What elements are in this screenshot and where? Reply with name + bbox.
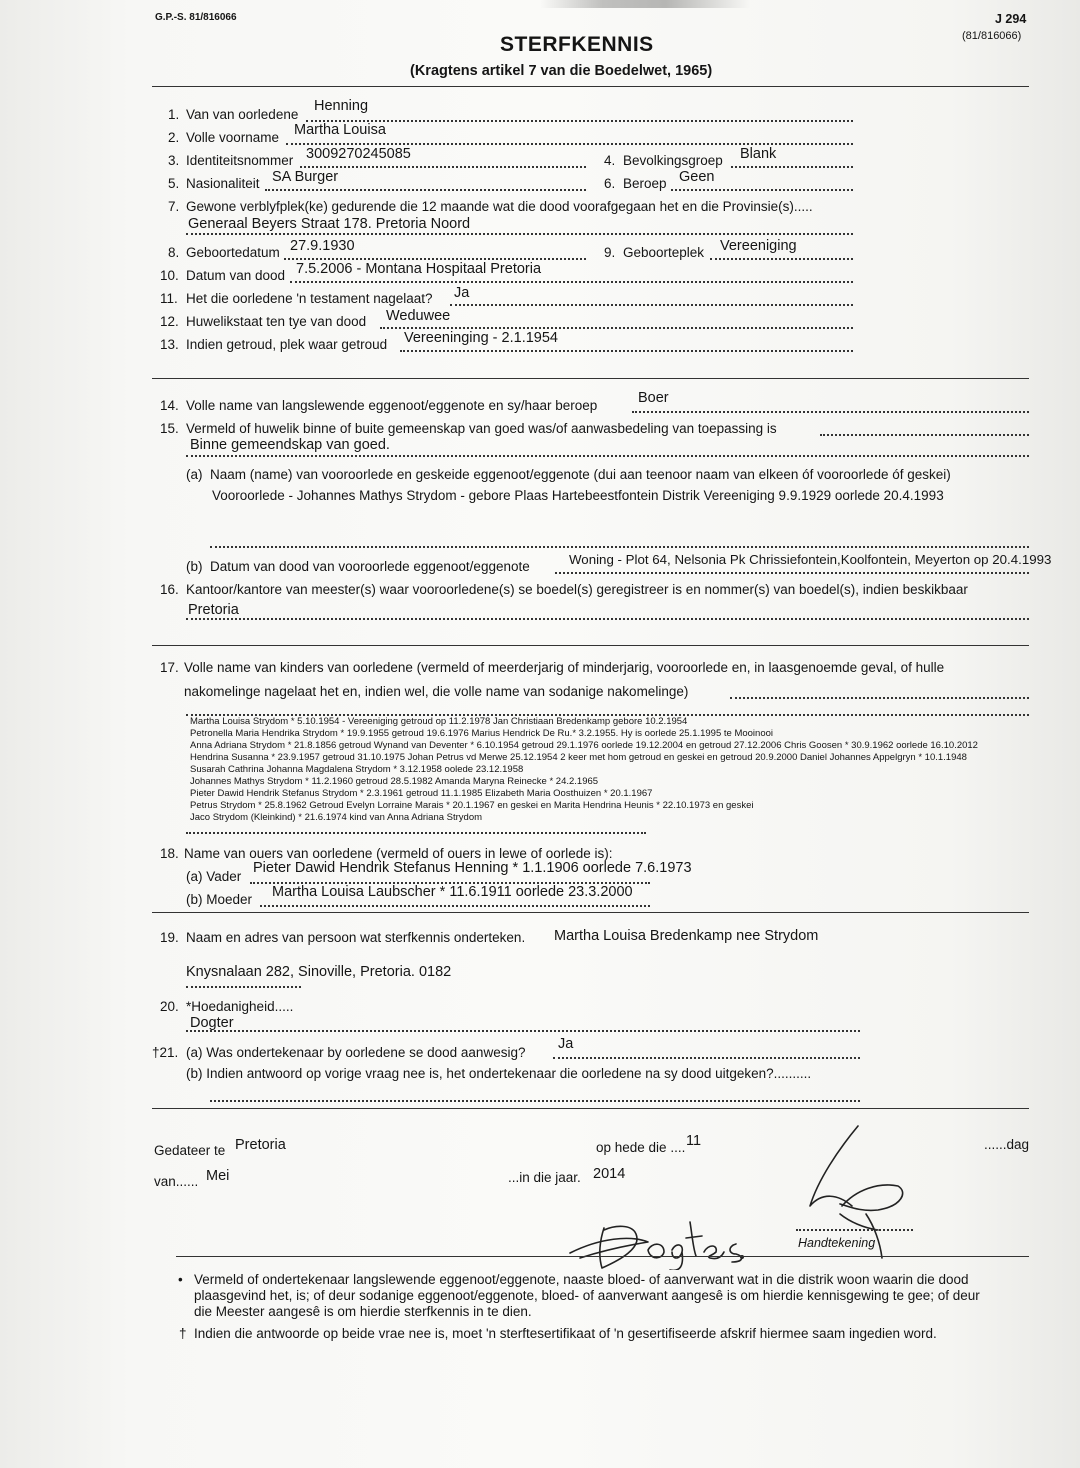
field-10-label: Datum van dood	[186, 268, 286, 283]
signature-stroke	[686, 1222, 702, 1256]
dated-day-suffix: ......dag	[984, 1137, 1030, 1152]
field-5-line	[265, 189, 586, 191]
dated-day-label: op hede die ....	[596, 1140, 686, 1155]
field-4-num: 4.	[604, 153, 616, 168]
field-11-value: Ja	[454, 285, 470, 301]
field-15a-value: Vooroorlede - Johannes Mathys Strydom - gebore Plaas Hartebeestfontein Distrik Vereeniging 9.9.1929 oorlede 20.4.1993	[212, 488, 944, 503]
header-rule	[152, 86, 1029, 87]
field-7-value: Generaal Beyers Straat 178. Pretoria Noord	[188, 216, 471, 232]
field-3-label: Identiteitsnommer	[186, 153, 294, 168]
field-8-label: Geboortedatum	[186, 245, 280, 260]
field-7-num: 7.	[168, 199, 180, 214]
dated-at-label: Gedateer te	[154, 1143, 226, 1158]
field-18a-value: Pieter Dawid Hendrik Stefanus Henning * 1.1.1906 oorlede 7.6.1973	[253, 860, 692, 876]
field-21b-label: (b) Indien antwoord op vorige vraag nee is, het ondertekenaar die oorledene na sy dood uitgeken?..........	[186, 1066, 812, 1081]
section-rule-2	[152, 645, 1029, 646]
field-20-value: Dogter	[190, 1015, 234, 1031]
child-entry: Susarah Cathrina Johanna Magdalena Strydom * 3.12.1958 oolede 23.12.1958	[190, 764, 524, 775]
section-rule-1	[152, 378, 1029, 379]
field-21a-value: Ja	[558, 1036, 574, 1052]
signature-stroke	[840, 1185, 903, 1210]
field-19-num: 19.	[160, 930, 179, 945]
field-17-num: 17.	[160, 660, 179, 675]
field-15b-label: Datum van dood van vooroorlede eggenoot/eggenote	[210, 559, 530, 574]
field-3-num: 3.	[168, 153, 180, 168]
field-13-line	[400, 350, 853, 352]
footnote-star-line-1: Vermeld of ondertekenaar langslewende eggenoot/eggenote, naaste bloed- of aanverwant wat in die distrik woon waarin die dood	[194, 1272, 969, 1287]
form-number-sub: (81/816066)	[962, 30, 1022, 42]
field-13-label: Indien getroud, plek waar getroud	[186, 337, 388, 352]
field-3-value: 3009270245085	[306, 146, 411, 162]
field-10-value: 7.5.2006 - Montana Hospitaal Pretoria	[296, 261, 542, 277]
section-rule-4	[152, 1108, 1029, 1109]
field-11-line	[450, 304, 853, 306]
field-5-value: SA Burger	[272, 169, 339, 185]
field-8-num: 8.	[168, 245, 180, 260]
field-18a-label: (a) Vader	[186, 869, 242, 884]
signature-line	[796, 1229, 913, 1231]
field-14-num: 14.	[160, 398, 179, 413]
footer-rule	[176, 1256, 1029, 1257]
field-15b-num: (b)	[186, 559, 203, 574]
field-12-line	[380, 327, 853, 329]
dated-day: 11	[686, 1133, 702, 1149]
field-18-num: 18.	[160, 846, 179, 861]
field-1-num: 1.	[168, 107, 180, 122]
field-8-line	[284, 258, 586, 260]
field-15-value: Binne gemeendskap van goed.	[190, 437, 390, 453]
footnote-star-line-3: die Meester aangesê is om hierdie sterfkennis in te dien.	[194, 1304, 532, 1319]
form-title: STERFKENNIS	[500, 33, 654, 56]
field-15-line-2	[186, 455, 1029, 457]
footnote-dagger: Indien die antwoorde op beide vrae nee is, moet 'n sterftesertifikaat of 'n gesertifiseerde afskrif hiermee saam ingedien word.	[194, 1326, 937, 1341]
field-10-line	[290, 281, 853, 283]
field-9-num: 9.	[604, 245, 616, 260]
field-13-num: 13.	[160, 337, 179, 352]
field-20-label: *Hoedanigheid.....	[186, 999, 294, 1014]
field-18b-label: (b) Moeder	[186, 892, 253, 907]
field-16-value: Pretoria	[188, 602, 239, 618]
field-1-line	[306, 120, 853, 122]
field-15a-label: Naam (name) van vooroorlede en geskeide eggenoot/eggenote (dui aan teenoor naam van elkeen óf vooroorlede óf geskei)	[210, 467, 951, 482]
field-3-line	[300, 166, 586, 168]
field-13-value: Vereeninging - 2.1.1954	[404, 330, 558, 346]
child-entry: Jaco Strydom (Kleinkind) * 21.6.1974 kind van Anna Adriana Strydom	[190, 812, 483, 823]
field-1-label: Van van oorledene	[186, 107, 299, 122]
field-8-value: 27.9.1930	[290, 238, 355, 254]
form-subtitle: (Kragtens artikel 7 van die Boedelwet, 1965)	[410, 63, 713, 79]
field-19-address: Knysnalaan 282, Sinoville, Pretoria. 0182	[186, 964, 452, 980]
child-entry: Hendrina Susanna * 23.9.1957 getroud 31.10.1975 Johan Petrus vd Merwe 25.12.1954 2 keer met hom getroud en geskei en getroud 20.9.2000 Daniel Johannes Appelgryn * 10.1.1948	[190, 752, 967, 763]
child-entry: Anna Adriana Strydom * 21.8.1856 getroud Wynand van Deventer * 6.10.1954 getroud 29.1.1976 oorlede 19.12.2004 en getroud 27.12.2006 Chris Goosen * 30.9.1962 oorlede 16.10.2012	[190, 740, 978, 751]
field-15b-line	[555, 572, 1029, 574]
children-list	[190, 716, 978, 824]
field-11-num: 11.	[160, 291, 178, 306]
field-9-line	[710, 258, 853, 260]
field-15-label: Vermeld of huwelik binne of buite gemeenskap van goed was/of aanwasbedeling van toepassing is	[186, 421, 777, 436]
field-12-num: 12.	[160, 314, 179, 329]
field-14-line	[632, 411, 1029, 413]
field-20-num: 20.	[160, 999, 179, 1014]
field-10-num: 10.	[160, 268, 179, 283]
field-7-line	[186, 233, 853, 235]
field-6-num: 6.	[604, 176, 616, 191]
field-9-label: Geboorteplek	[623, 245, 705, 260]
form-code: G.P.-S. 81/816066	[155, 12, 237, 23]
footnote-star-symbol: •	[178, 1272, 183, 1287]
dated-year: 2014	[593, 1166, 626, 1182]
child-entry: Petrus Strydom * 25.8.1962 Getroud Evelyn Lorraine Marais * 20.1.1967 en geskei en Marita Hendrina Heunis * 22.10.1973 en geskei	[190, 800, 754, 811]
field-2-num: 2.	[168, 130, 180, 145]
field-21a-label: (a) Was ondertekenaar by oorledene se dood aanwesig?	[186, 1045, 526, 1060]
child-entry: Martha Louisa Strydom * 5.10.1954 - Vereeniging getroud op 11.2.1978 Jan Christiaan Bredenkamp gebore 10.2.1954	[190, 716, 688, 727]
field-18-label: Name van ouers van oorledene (vermeld of ouers in lewe of oorlede is):	[184, 846, 613, 861]
section-rule-3	[152, 912, 1029, 913]
field-18b-line	[260, 905, 650, 907]
field-7-label: Gewone verblyfplek(ke) gedurende die 12 maande wat die dood voorafgegaan het en die Provinsie(s).....	[186, 199, 813, 214]
dated-month-label: van......	[154, 1174, 199, 1189]
field-20-line	[186, 1030, 860, 1032]
footnote-star-line-2: plaasgevind het, is; of deur sodanige eggenoot/eggenote, bloed- of aanverwant aangesê is om hierdie kennisgewing te gee; of deur	[194, 1288, 980, 1303]
field-11-label: Het die oorledene 'n testament nagelaat?	[186, 291, 433, 306]
field-17-label-1: Volle name van kinders van oorledene (vermeld of meerderjarig of minderjarig, vooroorlede en, in laasgenoemde geval, of hulle	[184, 660, 945, 675]
field-16-num: 16.	[160, 582, 179, 597]
child-entry: Johannes Mathys Strydom * 11.2.1960 getroud 28.5.1982 Amanda Maryna Reinecke * 24.2.1965	[190, 776, 599, 787]
field-6-value: Geen	[679, 169, 715, 185]
field-4-value: Blank	[740, 146, 777, 162]
field-15a-line	[210, 546, 1029, 548]
field-4-line	[731, 166, 853, 168]
form-number: J 294	[995, 12, 1027, 26]
field-2-label: Volle voorname	[186, 130, 280, 145]
footnote-dagger-symbol: †	[179, 1326, 187, 1341]
dated-month: Mei	[206, 1168, 230, 1184]
field-6-line	[671, 189, 853, 191]
field-21-num: †21.	[152, 1045, 179, 1060]
field-4-label: Bevolkingsgroep	[623, 153, 723, 168]
field-19-line	[186, 986, 301, 988]
field-15-line-1	[820, 434, 1029, 436]
field-5-num: 5.	[168, 176, 180, 191]
dated-place: Pretoria	[235, 1137, 286, 1153]
field-14-value: Boer	[638, 390, 669, 406]
signature-stroke	[730, 1244, 742, 1262]
field-12-label: Huwelikstaat ten tye van dood	[186, 314, 367, 329]
field-17-label-2: nakomelinge nagelaat het en, indien wel, die volle name van sodanige nakomelinge)	[184, 684, 689, 699]
field-9-value: Vereeniging	[720, 238, 797, 254]
signature-stroke	[670, 1245, 683, 1270]
field-17-line-3	[186, 832, 646, 834]
field-15-num: 15.	[160, 421, 179, 436]
field-21b-line	[210, 1100, 860, 1102]
signature-stroke	[810, 1126, 858, 1206]
field-19-label: Naam en adres van persoon wat sterfkennis onderteken.	[186, 930, 526, 945]
child-entry: Pieter Dawid Hendrik Stefanus Strydom * 2.3.1961 getroud 11.1.1985 Elizabeth Maria Oosthuizen * 20.1.1967	[190, 788, 653, 799]
field-2-line	[286, 143, 853, 145]
field-1-value: Henning	[314, 98, 369, 114]
field-15a-num: (a)	[186, 467, 203, 482]
field-5-label: Nasionaliteit	[186, 176, 260, 191]
field-12-value: Weduwee	[386, 308, 451, 324]
dated-year-label: ...in die jaar.	[508, 1170, 581, 1185]
field-17-line-1	[730, 697, 1029, 699]
field-21a-line	[553, 1057, 860, 1059]
field-16-label: Kantoor/kantore van meester(s) waar vooroorledene(s) se boedel(s) geregistreer is en nommer(s) van boedel(s), indien beskikbaar	[186, 582, 968, 597]
field-18b-value: Martha Louisa Laubscher * 11.6.1911 oorlede 23.3.2000	[272, 884, 633, 900]
field-16-line	[186, 618, 1029, 620]
field-14-label: Volle name van langslewende eggenoot/eggenote en sy/haar beroep	[186, 398, 598, 413]
child-entry: Petronella Maria Hendrika Strydom * 19.9.1955 getroud 19.6.1976 Marius Hendrick De Ru.* 3.2.1955. Hy is oorlede 25.1.1995 te Mooinooi	[190, 728, 774, 739]
scan-artifact	[540, 0, 750, 8]
field-15b-value: Woning - Plot 64, Nelsonia Pk Chrissiefontein,Koolfontein, Meyerton op 20.4.1993	[569, 552, 1052, 567]
field-6-label: Beroep	[623, 176, 667, 191]
signature-label: Handtekening	[798, 1236, 876, 1250]
field-19-value: Martha Louisa Bredenkamp nee Strydom	[554, 928, 819, 944]
field-2-value: Martha Louisa	[294, 122, 386, 138]
